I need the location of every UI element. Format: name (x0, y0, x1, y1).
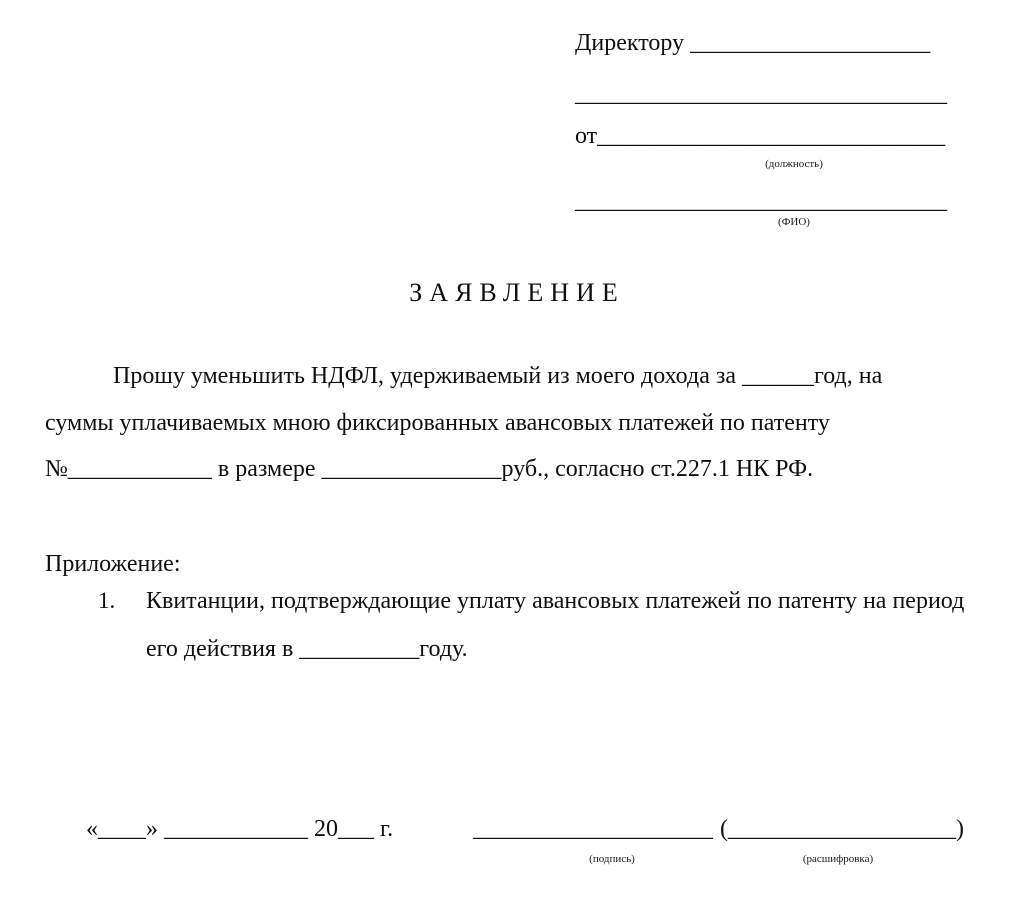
addressee-from-label: от (575, 123, 598, 149)
signature-blank: ____________________ (473, 816, 713, 842)
attachment-heading: Приложение: (45, 551, 181, 577)
body-line-3: №____________ в размере _______________руб., согласно ст.227.1 НК РФ. (45, 456, 814, 482)
caption-position: (должность) (765, 158, 823, 170)
addressee-blank-line-4: _______________________________ (575, 188, 947, 214)
list-item-line-2: его действия в __________году. (146, 636, 468, 662)
body-line-2: суммы уплачиваемых мною фиксированных авансовых платежей по патенту (45, 410, 830, 436)
addressee-line-from (575, 121, 955, 151)
document-title: ЗАЯВЛЕНИЕ (409, 278, 625, 307)
addressee-blank-line-1: ____________________ (690, 30, 931, 56)
addressee-blank-line-2: _______________________________ (575, 81, 947, 107)
addressee-director-label: Директору (575, 30, 685, 56)
caption-fio: (ФИО) (778, 216, 810, 228)
name-decipher-blank: (___________________) (720, 816, 964, 842)
caption-decipher: (расшифровка) (802, 853, 874, 865)
body-line-1: Прошу уменьшить НДФЛ, удерживаемый из моего дохода за ______год, на (113, 363, 883, 389)
date-line: «____» ____________ 20___ г. (86, 816, 394, 842)
list-item-line-1: Квитанции, подтверждающие уплату авансовых платежей по патенту на период (146, 588, 965, 614)
caption-signature: (подпись) (589, 853, 635, 865)
addressee-blank-line-3: _____________________________ (597, 123, 946, 149)
addressee-line-director (575, 28, 955, 58)
list-item-marker: 1. (98, 588, 116, 613)
